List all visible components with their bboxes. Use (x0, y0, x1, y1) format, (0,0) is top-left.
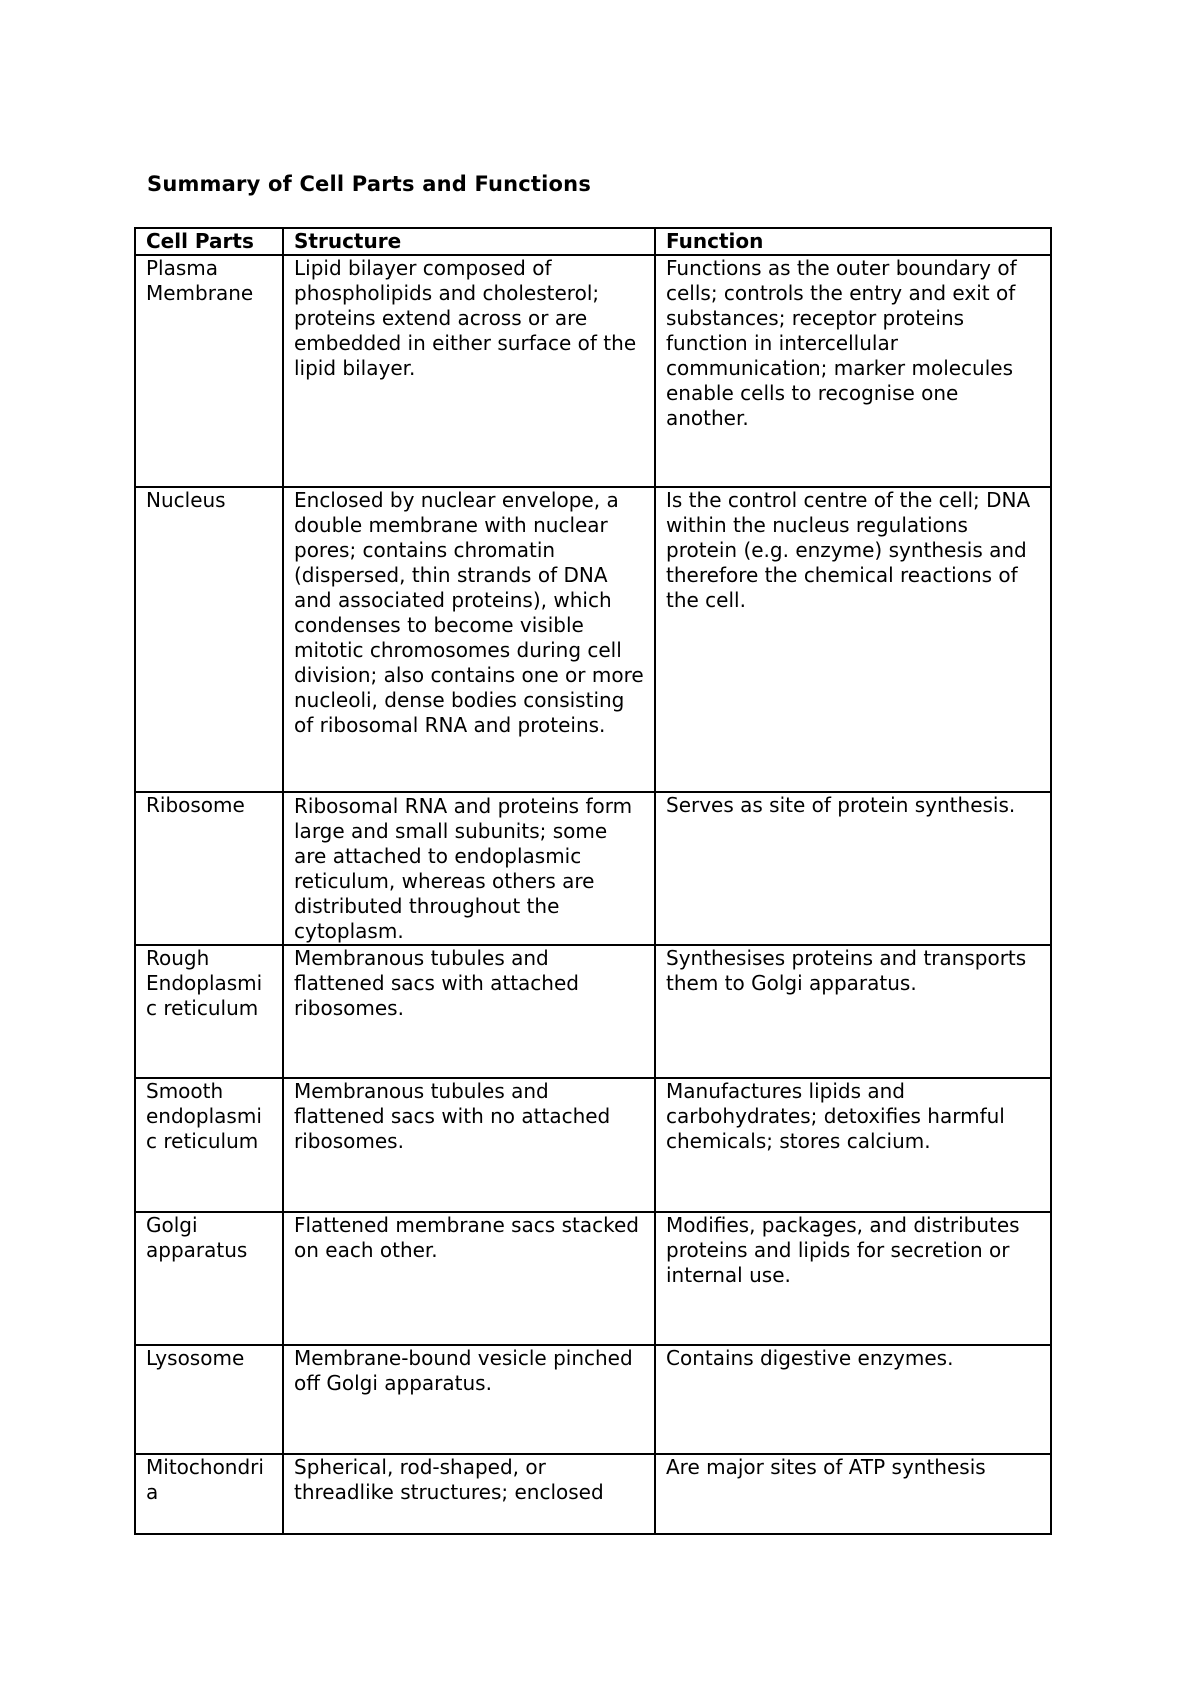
cell-structure: Ribosomal RNA and proteins form large and small subunits; some are attached to endoplasmic reticulum, whereas others are distributed throughout the cytoplasm. (283, 792, 655, 945)
cell-part-name: Mitochondria (135, 1454, 283, 1534)
cell-function: Are major sites of ATP synthesis (655, 1454, 1051, 1534)
cell-structure: Enclosed by nuclear envelope, a double membrane with nuclear pores; contains chromatin (dispersed, thin strands of DNA and associated proteins), which condenses to become visible mitotic chromosomes during cell division; also contains one or more nucleoli, dense bodies consisting of ribosomal RNA and proteins. (283, 487, 655, 792)
cell-function: Is the control centre of the cell; DNA within the nucleus regulations protein (e.g. enzyme) synthesis and therefore the chemical reactions of the cell. (655, 487, 1051, 792)
cell-structure: Membrane-bound vesicle pinched off Golgi apparatus. (283, 1345, 655, 1454)
cell-function: Modifies, packages, and distributes proteins and lipids for secretion or internal use. (655, 1212, 1051, 1345)
cell-function: Synthesises proteins and transports them to Golgi apparatus. (655, 945, 1051, 1078)
cell-part-name: Lysosome (135, 1345, 283, 1454)
cell-function: Contains digestive enzymes. (655, 1345, 1051, 1454)
table-row (135, 1078, 1051, 1212)
cell-structure: Membranous tubules and flattened sacs with attached ribosomes. (283, 945, 655, 1078)
table-row (135, 945, 1051, 1078)
cell-part-name: Nucleus (135, 487, 283, 792)
cell-structure: Spherical, rod-shaped, or threadlike structures; enclosed (283, 1454, 655, 1534)
cell-function: Manufactures lipids and carbohydrates; detoxifies harmful chemicals; stores calcium. (655, 1078, 1051, 1212)
cell-part-name: Golgi apparatus (135, 1212, 283, 1345)
cell-part-name: Rough Endoplasmic reticulum (135, 945, 283, 1078)
table-row (135, 1454, 1051, 1534)
cell-part-name: Ribosome (135, 792, 283, 945)
cell-part-name: Smooth endoplasmic reticulum (135, 1078, 283, 1212)
header-cell-parts: Cell Parts (135, 228, 283, 255)
cell-parts-table (134, 227, 1052, 1535)
table-row (135, 487, 1051, 792)
cell-part-name: Plasma Membrane (135, 255, 283, 487)
table-row (135, 1345, 1051, 1454)
cell-function: Serves as site of protein synthesis. (655, 792, 1051, 945)
cell-structure: Membranous tubules and flattened sacs with no attached ribosomes. (283, 1078, 655, 1212)
page-title: Summary of Cell Parts and Functions (147, 172, 592, 196)
cell-function: Functions as the outer boundary of cells; controls the entry and exit of substances; receptor proteins function in intercellular communication; marker molecules enable cells to recognise one another. (655, 255, 1051, 487)
header-structure: Structure (283, 228, 655, 255)
cell-structure: Lipid bilayer composed of phospholipids and cholesterol; proteins extend across or are embedded in either surface of the lipid bilayer. (283, 255, 655, 487)
table-header-row (135, 228, 1051, 255)
header-function: Function (655, 228, 1051, 255)
table-row (135, 792, 1051, 945)
table-row (135, 255, 1051, 487)
cell-structure: Flattened membrane sacs stacked on each other. (283, 1212, 655, 1345)
table-row (135, 1212, 1051, 1345)
